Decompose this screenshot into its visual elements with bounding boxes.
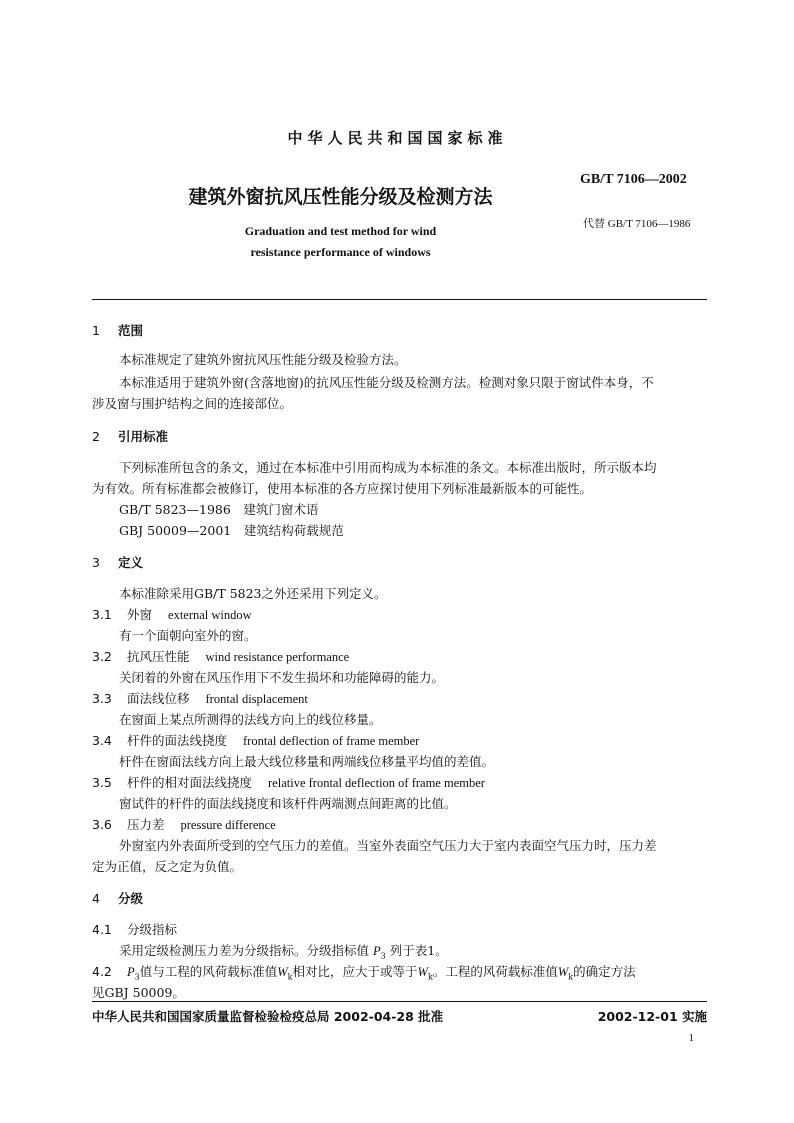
term-en: wind resistance performance <box>205 650 350 664</box>
term-en: frontal displacement <box>205 692 308 706</box>
clause-number: 3.3 <box>92 691 112 706</box>
section-title: 范围 <box>118 323 144 338</box>
reference-item: GB/T 5823—1986 建筑门窗术语 <box>119 502 319 517</box>
section-number: 3 <box>92 555 100 570</box>
section-number: 2 <box>92 429 100 444</box>
term-cn: 压力差 <box>127 817 165 832</box>
section-2-heading <box>92 427 168 445</box>
paragraph: 涉及窗与围护结构之间的连接部位。 <box>92 396 293 411</box>
clause-title: 分级指标 <box>127 922 178 937</box>
text: 。工程的风荷载标准值 <box>432 964 558 979</box>
term-cn: 杆件的相对面法线挠度 <box>127 775 253 790</box>
section-number: 1 <box>92 323 100 338</box>
variable-p: P <box>127 965 135 979</box>
text: 的确定方法 <box>573 964 636 979</box>
term-cn: 面法线位移 <box>127 691 190 706</box>
definition-text: 有一个面朝向室外的窗。 <box>119 628 257 643</box>
clause-heading <box>92 920 177 938</box>
text: 采用定级检测压力差为分级指标。分级指标值 <box>119 943 370 958</box>
section-title: 定义 <box>118 555 144 570</box>
paragraph: 本标准除采用GB/T 5823之外还采用下列定义。 <box>119 586 387 601</box>
subscript: k <box>568 972 574 982</box>
clause-number: 4.2 <box>92 964 112 979</box>
standard-code: GB/T 7106—2002 <box>580 172 687 187</box>
section-1-heading <box>92 321 143 339</box>
term-en: relative frontal deflection of frame member <box>268 776 485 790</box>
section-3-heading <box>92 553 143 571</box>
section-title: 引用标准 <box>118 429 169 444</box>
header-divider <box>92 299 707 300</box>
clause-number: 3.4 <box>92 733 112 748</box>
subscript: 3 <box>134 972 140 982</box>
paragraph: 下列标准所包含的条文，通过在本标准中引用而构成为本标准的条文。本标准出版时，所示版本均 <box>119 460 657 475</box>
definition-text: 杆件在窗面法线方向上最大线位移量和两端线位移量平均值的差值。 <box>119 754 495 769</box>
term-cn: 外窗 <box>127 607 153 622</box>
effective-date: 2002-12-01 实施 <box>597 1009 707 1024</box>
term-en: pressure difference <box>180 818 276 832</box>
section-4-heading <box>92 889 143 907</box>
definition-text: 定为正值，反之定为负值。 <box>92 859 243 874</box>
section-title: 分级 <box>118 891 144 906</box>
text: 列于表1。 <box>389 943 448 958</box>
subscript: 3 <box>380 951 386 961</box>
variable-w: W <box>557 965 569 979</box>
definition-text: 窗试件的杆件的面法线挠度和该杆件两端测点间距离的比值。 <box>119 796 457 811</box>
section-number: 4 <box>92 891 100 906</box>
subscript: k <box>287 972 293 982</box>
definition-term <box>92 773 485 791</box>
term-en: external window <box>168 608 252 622</box>
clause-number: 3.6 <box>92 817 112 832</box>
clause-number: 3.1 <box>92 607 112 622</box>
title-cn: 建筑外窗抗风压性能分级及检测方法 <box>188 186 493 208</box>
definition-text: 在窗面上某点所测得的法线方向上的线位移量。 <box>119 712 382 727</box>
term-cn: 抗风压性能 <box>127 649 190 664</box>
title-en-line2: resistance performance of windows <box>250 245 431 259</box>
paragraph: 为有效。所有标准都会被修订，使用本标准的各方应探讨使用下列标准最新版本的可能性。 <box>92 481 593 496</box>
clause-paragraph <box>92 962 636 982</box>
definition-term <box>92 815 276 833</box>
paragraph: 本标准规定了建筑外窗抗风压性能分级及检验方法。 <box>119 352 407 367</box>
page-number: 1 <box>688 1032 694 1044</box>
paragraph <box>119 941 448 961</box>
reference-item: GBJ 50009—2001 建筑结构荷载规范 <box>119 523 344 538</box>
paragraph: 本标准适用于建筑外窗(含落地窗)的抗风压性能分级及检测方法。检测对象只限于窗试件本身，不 <box>119 375 654 390</box>
definition-text: 关闭着的外窗在风压作用下不发生损坏和功能障碍的能力。 <box>119 670 445 685</box>
clause-number: 4.1 <box>92 922 112 937</box>
definition-term <box>92 689 308 707</box>
replaces-note: 代替 GB/T 7106—1986 <box>583 218 691 230</box>
text: 相对比，应大于或等于 <box>292 964 418 979</box>
definition-term <box>92 605 252 623</box>
term-en: frontal deflection of frame member <box>243 734 420 748</box>
subscript: k <box>427 972 433 982</box>
footer-divider <box>92 1001 707 1002</box>
title-en-line1: Graduation and test method for wind <box>244 224 437 238</box>
clause-number: 3.2 <box>92 649 112 664</box>
term-cn: 杆件的面法线挠度 <box>127 733 228 748</box>
variable-w: W <box>277 965 288 979</box>
clause-number: 3.5 <box>92 775 112 790</box>
variable-w: W <box>417 965 428 979</box>
definition-text: 外窗室内外表面所受到的空气压力的差值。当室外表面空气压力大于室内表面空气压力时，压力差 <box>119 838 657 853</box>
issuer-approval: 中华人民共和国国家质量监督检验检疫总局 2002-04-28 批准 <box>92 1009 444 1024</box>
variable-p: P <box>373 944 381 958</box>
definition-term <box>92 647 349 665</box>
definition-term <box>92 731 419 749</box>
text: 值与工程的风荷载标准值 <box>139 964 278 979</box>
paragraph: 见GBJ 50009。 <box>92 985 185 1000</box>
standard-type: 中华人民共和国国家标准 <box>287 129 508 147</box>
